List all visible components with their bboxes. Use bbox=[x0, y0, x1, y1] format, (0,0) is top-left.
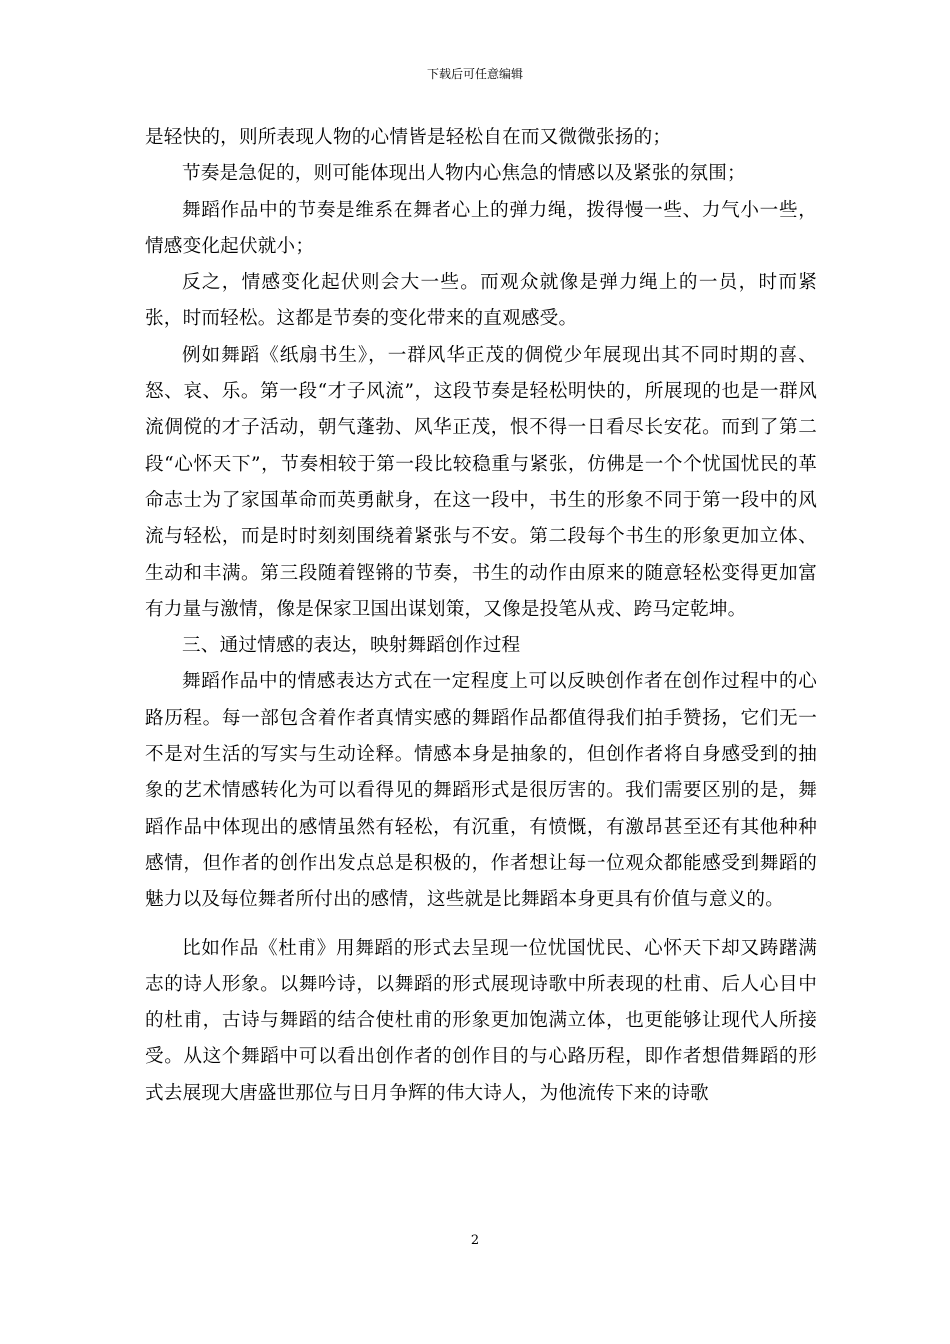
paragraph: 节奏是急促的，则可能体现出人物内心焦急的情感以及紧张的氛围； bbox=[182, 163, 746, 185]
page-header: 下载后可任意编辑 bbox=[426, 67, 523, 81]
paragraph: 例如舞蹈《纸扇书生》，一群风华正茂的倜傥少年展现出其不同时期的喜、怒、哀、乐。第一段“才子风流”，这段节奏是轻松明快的，所展现的也是一群风流倜傥的才子活动，朝气蓬勃、风华正茂，恨不得一日看尽长安花。而到了第二段“心怀天下”，节奏相较于第一段比较稳重与紧张，仿佛是一个个忧国忧民的革命志士为了家国革命而英勇献身，在这一段中，书生的形象不同于第一段中的风流与轻松，而是时时刻刻围绕着紧张与不安。第二段每个书生的形象更加立体、生动和丰满。第三段随着铿锵的节奏，书生的动作由原来的随意轻松变得更加富有力量与激情，像是保家卫国出谋划策，又像是投笔从戎、跨马定乾坤。 bbox=[145, 344, 817, 620]
document-body bbox=[145, 120, 817, 1112]
paragraph: 舞蹈作品中的情感表达方式在一定程度上可以反映创作者在创作过程中的心路历程。每一部包含着作者真情实感的舞蹈作品都值得我们拍手赞扬，它们无一不是对生活的写实与生动诠释。情感本身是抽象的，但创作者将自身感受到的抽象的艺术情感转化为可以看得见的舞蹈形式是很厉害的。我们需要区别的是，舞蹈作品中体现出的感情虽然有轻松，有沉重，有愤慨，有激昂甚至还有其他种种感情，但作者的创作出发点总是积极的，作者想让每一位观众都能感受到舞蹈的魅力以及每位舞者所付出的感情，这些就是比舞蹈本身更具有价值与意义的。 bbox=[145, 671, 817, 911]
paragraph: 是轻快的，则所表现人物的心情皆是轻松自在而又微微张扬的； bbox=[145, 127, 672, 148]
section-heading: 三、通过情感的表达，映射舞蹈创作过程 bbox=[182, 635, 521, 657]
page-number: 2 bbox=[470, 1233, 480, 1248]
paragraph: 舞蹈作品中的节奏是维系在舞者心上的弹力绳，拨得慢一些、力气小一些，情感变化起伏就小； bbox=[145, 199, 817, 257]
paragraph: 反之，情感变化起伏则会大一些。而观众就像是弹力绳上的一员，时而紧张，时而轻松。这都是节奏的变化带来的直观感受。 bbox=[145, 272, 817, 330]
paragraph: 比如作品《杜甫》用舞蹈的形式去呈现一位忧国忧民、心怀天下却又踌躇满志的诗人形象。以舞吟诗，以舞蹈的形式展现诗歌中所表现的杜甫、后人心目中的杜甫，古诗与舞蹈的结合使杜甫的形象更加饱满立体，也更能够让现代人所接受。从这个舞蹈中可以看出创作者的创作目的与心路历程，即作者想借舞蹈的形式去展现大唐盛世那位与日月争辉的伟大诗人，为他流传下来的诗歌 bbox=[145, 937, 817, 1104]
